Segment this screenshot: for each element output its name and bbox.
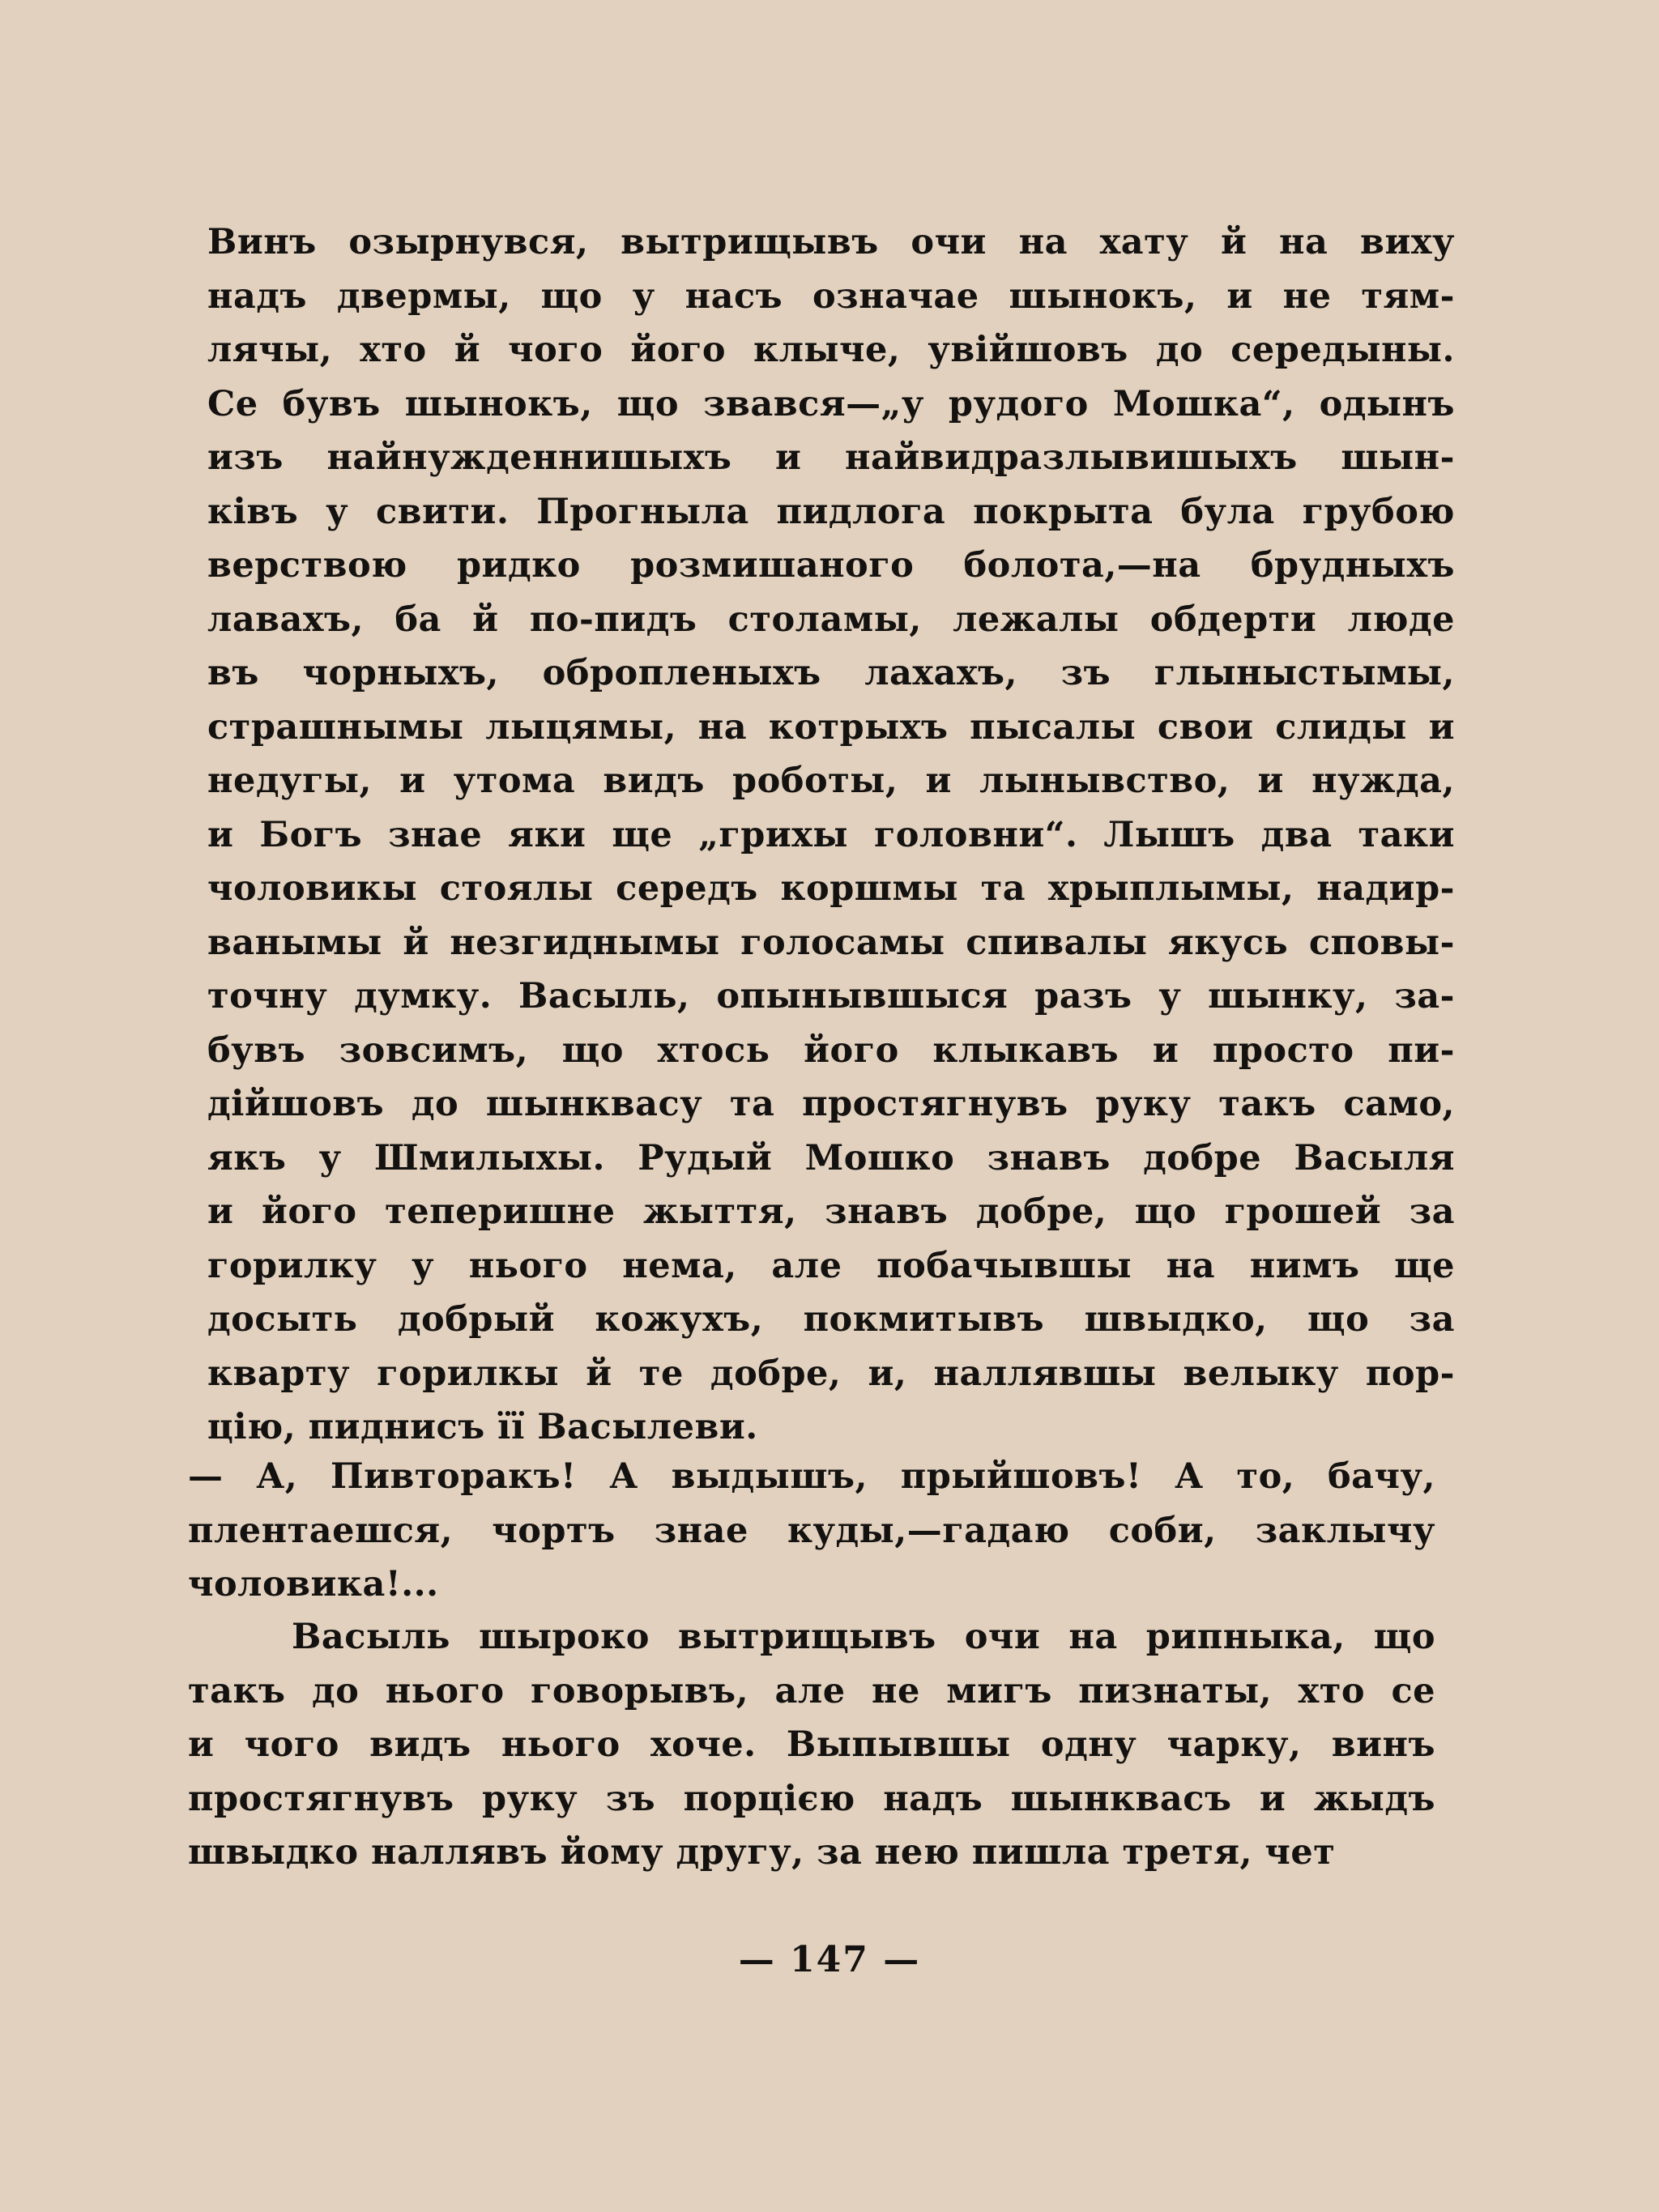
text-line: ванымы й незгиднымы голосамы спивалы якусь сповы- [207, 922, 1455, 963]
text-line: швыдко наллявъ йому другу, за нею пишла третя, чет [188, 1832, 1336, 1873]
text-line: страшнымы лыцямы, на котрыхъ пысалы свои слиды и [207, 706, 1455, 748]
text-line: простягнувъ руку зъ порцією надъ шынквасъ и жыдъ [188, 1778, 1435, 1819]
text-line: и чого видъ нього хоче. Выпывшы одну чарку, винъ [188, 1724, 1435, 1765]
text-line: недугы, и утома видъ роботы, и лынывство, и нужда, [207, 761, 1455, 801]
text-line: лавахъ, ба й по-пидъ столамы, лежалы обдерти люде [207, 599, 1455, 640]
paragraph-2 [188, 1450, 1435, 1612]
text-line: Се бувъ шынокъ, що звався—„у рудого Мошка“, одынъ [207, 383, 1455, 424]
text-line: — А, Пивторакъ! А выдышъ, прыйшовъ! А то, бачу, [188, 1456, 1435, 1497]
text-line: такъ до нього говорывъ, але не мигъ пизнаты, хто се [188, 1670, 1435, 1711]
text-line: и його теперишне жыття, знавъ добре, що грошей за [207, 1191, 1455, 1232]
text-line: дійшовъ до шынквасу та простягнувъ руку такъ само, [207, 1084, 1455, 1124]
text-line: и Богъ знае яки ще „грихы головни“. Лышъ два таки [207, 814, 1455, 855]
text-line: лячы, хто й чого його клыче, увійшовъ до середыны. [207, 330, 1455, 370]
text-line: чоловика!... [188, 1564, 439, 1605]
text-line: точну думку. Васыль, опынывшыся разъ у шынку, за- [207, 976, 1455, 1016]
text-line: якъ у Шмилыхы. Рудый Мошко знавъ добре Васыля [207, 1137, 1455, 1178]
text-line: кварту горилкы й те добре, и, наллявшы велыку пор- [207, 1353, 1455, 1394]
text-line: горилку у нього нема, але побачывшы на нимъ ще [207, 1245, 1455, 1286]
text-line: досыть добрый кожухъ, покмитывъ швыдко, що за [207, 1299, 1455, 1340]
text-line: Винъ озырнувся, вытрищывъ очи на хату й на виху [207, 222, 1455, 262]
text-line: чоловикы стоялы середъ коршмы та хрыплымы, надир- [207, 868, 1455, 909]
text-line: въ чорныхъ, обропленыхъ лахахъ, зъ глыныстымы, [207, 653, 1455, 693]
text-line: цію, пиднисъ її Васылеви. [207, 1407, 758, 1447]
text-line: плентаешся, чортъ знае куды,—гадаю соби, заклычу [188, 1510, 1435, 1551]
text-line: изъ найнужденнишыхъ и найвидразлывишыхъ шын- [207, 437, 1455, 478]
text-line: ківъ у свити. Прогныла пидлога покрыта була грубою [207, 491, 1455, 532]
text-line: верствою ридко розмишаного болота,—на брудныхъ [207, 545, 1455, 586]
paragraph-3 [188, 1610, 1435, 1880]
paragraph-1 [207, 215, 1455, 1455]
page-number: — 147 — [738, 1939, 921, 1980]
text-line: надъ двермы, що у насъ означае шынокъ, и не тям- [207, 275, 1455, 317]
text-line: Васыль шыроко вытрищывъ очи на рипныка, що [292, 1617, 1435, 1657]
text-line: бувъ зовсимъ, що хтось його клыкавъ и просто пи- [207, 1029, 1455, 1071]
